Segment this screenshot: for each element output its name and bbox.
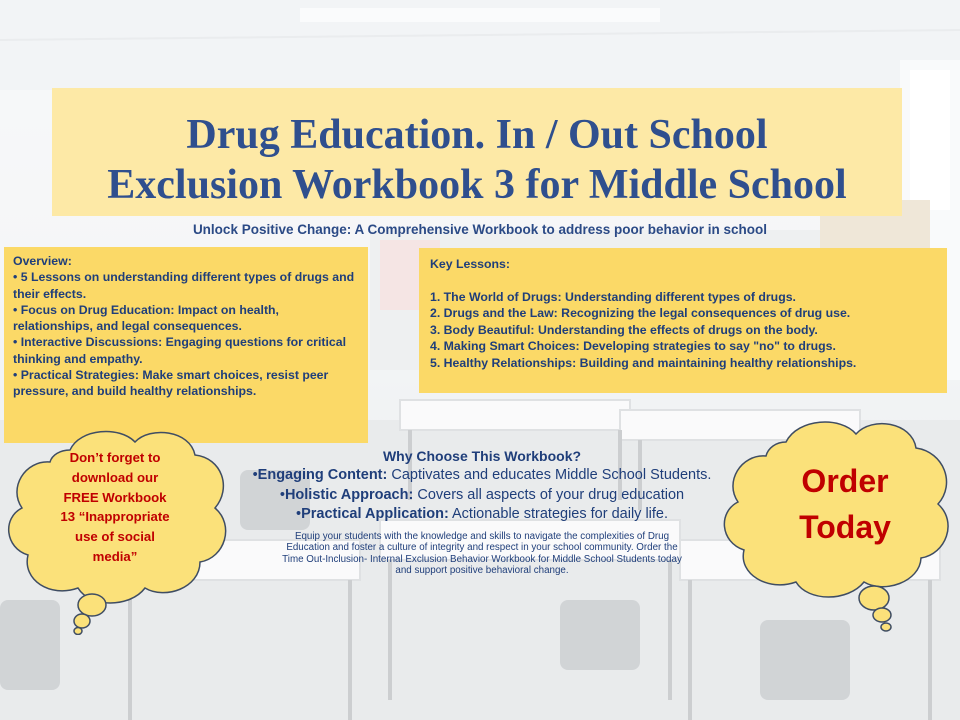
order-line: Today [799, 509, 891, 545]
cloud-line: use of social [75, 529, 155, 545]
order-line: Order [801, 463, 889, 499]
overview-heading: Overview: [13, 254, 72, 268]
page-title [52, 110, 902, 210]
lesson-item: 4. Making Smart Choices: Developing strategies to say "no" to drugs. [430, 339, 836, 353]
order-today-cloud-text[interactable] [770, 458, 920, 550]
key-lessons-heading: Key Lessons: [430, 257, 510, 271]
title-line-1: Drug Education. In / Out School [186, 112, 768, 158]
why-point [232, 466, 732, 486]
why-point [232, 486, 732, 506]
why-point-label: Practical Application: [301, 506, 449, 522]
free-workbook-cloud-text[interactable] [40, 448, 190, 567]
overview-panel [4, 247, 368, 443]
overview-item: • 5 Lessons on understanding different types of drugs and their effects. [13, 270, 355, 301]
lesson-item: 3. Body Beautiful: Understanding the effects of drugs on the body. [430, 322, 818, 337]
lesson-item: 2. Drugs and the Law: Recognizing the legal consequences of drug use. [430, 306, 851, 320]
cloud-line: Don’t forget to [69, 450, 161, 465]
workbook-blurb: Equip your students with the knowledge and skills to navigate the complexities of Drug Education and foster a culture of integrity and respect in your school community. Order the Time Out-Inclusion- Internal Exclusion Behavior Workbook for Middle School Students today and support positive behavioral change. [282, 530, 682, 577]
cloud-line: media” [92, 548, 138, 564]
overview-item: • Focus on Drug Education: Impact on health, relationships, and legal consequences. [13, 302, 279, 334]
why-point-text: Covers all aspects of your drug education [413, 486, 685, 503]
why-point-text: Actionable strategies for daily life. [448, 506, 669, 522]
bullet: • [295, 506, 302, 522]
why-point-label: Holistic Approach: [284, 486, 414, 503]
lesson-item: 1. The World of Drugs: Understanding different types of drugs. [430, 289, 796, 304]
overview-item: • Interactive Discussions: Engaging questions for critical thinking and empathy. [13, 335, 346, 366]
why-choose-title: Why Choose This Workbook? [382, 448, 582, 464]
overview-item: • Practical Strategies: Make smart choices, resist peer pressure, and build healthy relationships. [13, 368, 329, 399]
subtitle: Unlock Positive Change: A Comprehensive Workbook to address poor behavior in school [192, 222, 768, 237]
lesson-item: 5. Healthy Relationships: Building and maintaining healthy relationships. [430, 355, 857, 370]
key-lessons-panel [419, 248, 947, 393]
cloud-line: FREE Workbook [63, 489, 167, 505]
why-point-text: Captivates and educates Middle School Students. [387, 467, 712, 483]
bullet: • [279, 486, 285, 503]
title-line-2: Exclusion Workbook 3 for Middle School [107, 162, 847, 208]
cloud-line: 13 “Inappropriate [60, 509, 170, 525]
why-choose-section [232, 448, 732, 577]
cloud-line: download our [71, 469, 159, 485]
why-point [232, 505, 732, 525]
bullet: • [252, 467, 258, 483]
why-point-label: Engaging Content: [257, 467, 388, 483]
